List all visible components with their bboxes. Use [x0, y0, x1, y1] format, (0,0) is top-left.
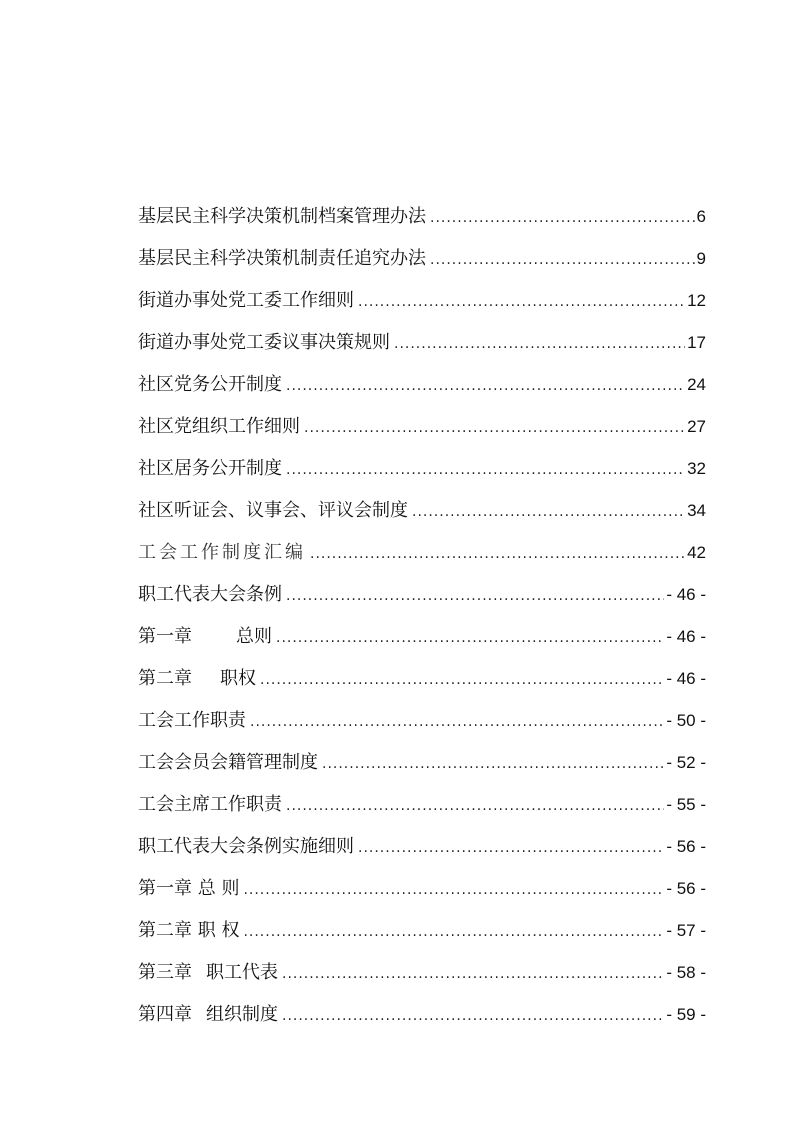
toc-entry-19[interactable]	[138, 952, 706, 994]
toc-entry-title	[138, 952, 278, 994]
toc-entry-title	[138, 994, 278, 1036]
toc-entry-title: 街道办事处党工委议事决策规则	[138, 332, 390, 353]
dot-leader	[430, 197, 695, 239]
toc-entry-page: - 57 -	[666, 921, 706, 940]
toc-entry-title: 工会工作职责	[138, 710, 246, 731]
dot-leader	[322, 743, 664, 785]
toc-entry-page: - 59 -	[666, 1005, 706, 1024]
chapter-number: 第三章	[138, 962, 192, 983]
chapter-number: 第二章	[138, 668, 192, 689]
toc-entry-title: 第一章 总 则	[138, 878, 240, 899]
toc-entry-page: - 55 -	[666, 795, 706, 814]
toc-entry-page: - 56 -	[666, 879, 706, 898]
dot-leader	[430, 239, 695, 281]
toc-entry-page: 32	[687, 459, 706, 478]
toc-entry-20[interactable]	[138, 994, 706, 1036]
toc-entry-page: 27	[687, 417, 706, 436]
toc-entry-page: - 56 -	[666, 837, 706, 856]
chapter-number: 第四章	[138, 1004, 192, 1025]
toc-entry-title: 社区听证会、议事会、评议会制度	[138, 500, 408, 521]
toc-entry-9[interactable]	[138, 532, 706, 574]
toc-entry-10[interactable]	[138, 574, 706, 616]
dot-leader	[358, 827, 664, 869]
dot-leader	[282, 995, 664, 1037]
toc-entry-18[interactable]	[138, 910, 706, 952]
toc-entry-5[interactable]	[138, 364, 706, 406]
toc-entry-14[interactable]	[138, 742, 706, 784]
toc-entry-page: 17	[687, 333, 706, 352]
toc-entry-title: 工会工作制度汇编	[138, 542, 306, 563]
toc-entry-page: - 58 -	[666, 963, 706, 982]
toc-entry-title: 职工代表大会条例	[138, 584, 282, 605]
toc-entry-page: - 46 -	[666, 669, 706, 688]
toc-entry-page: - 50 -	[666, 711, 706, 730]
toc-entry-title: 职工代表大会条例实施细则	[138, 836, 354, 857]
toc-entry-page: 9	[696, 249, 706, 268]
toc-entry-6[interactable]	[138, 406, 706, 448]
dot-leader	[260, 659, 664, 701]
toc-entry-page: 24	[687, 375, 706, 394]
toc-entry-title: 基层民主科学决策机制档案管理办法	[138, 206, 426, 227]
toc-entry-page: 6	[696, 207, 706, 226]
toc-entry-page: 42	[687, 543, 706, 562]
toc-entry-15[interactable]	[138, 784, 706, 826]
toc-entry-7[interactable]	[138, 448, 706, 490]
dot-leader	[412, 491, 685, 533]
toc-entry-page: 34	[687, 501, 706, 520]
toc-entry-title	[138, 658, 256, 700]
toc-entry-page: - 52 -	[666, 753, 706, 772]
dot-leader	[243, 869, 664, 911]
dot-leader	[276, 617, 664, 659]
dot-leader	[286, 365, 685, 407]
chapter-name: 总则	[236, 626, 272, 647]
chapter-name: 职权	[220, 668, 256, 689]
toc-entry-title: 社区居务公开制度	[138, 458, 282, 479]
dot-leader	[243, 911, 664, 953]
toc-entry-16[interactable]	[138, 826, 706, 868]
toc-entry-title: 街道办事处党工委工作细则	[138, 290, 354, 311]
toc-entry-title: 社区党组织工作细则	[138, 416, 300, 437]
table-of-contents	[138, 196, 706, 1036]
toc-entry-12[interactable]	[138, 658, 706, 700]
toc-entry-title: 社区党务公开制度	[138, 374, 282, 395]
dot-leader	[394, 323, 685, 365]
toc-entry-page: 12	[687, 291, 706, 310]
dot-leader	[310, 533, 685, 575]
dot-leader	[304, 407, 685, 449]
toc-entry-title: 工会会员会籍管理制度	[138, 752, 318, 773]
chapter-name: 组织制度	[206, 1004, 278, 1025]
dot-leader	[286, 449, 685, 491]
dot-leader	[282, 953, 664, 995]
toc-entry-2[interactable]	[138, 238, 706, 280]
toc-entry-11[interactable]	[138, 616, 706, 658]
chapter-number: 第一章	[138, 626, 192, 647]
toc-entry-title: 工会主席工作职责	[138, 794, 282, 815]
toc-entry-page: - 46 -	[666, 585, 706, 604]
chapter-name: 职工代表	[206, 962, 278, 983]
toc-entry-title: 第二章 职 权	[138, 920, 240, 941]
toc-entry-8[interactable]	[138, 490, 706, 532]
toc-entry-title	[138, 616, 272, 658]
toc-entry-title: 基层民主科学决策机制责任追究办法	[138, 248, 426, 269]
dot-leader	[286, 575, 664, 617]
dot-leader	[286, 785, 664, 827]
toc-entry-4[interactable]	[138, 322, 706, 364]
toc-entry-page: - 46 -	[666, 627, 706, 646]
toc-entry-1[interactable]	[138, 196, 706, 238]
dot-leader	[250, 701, 664, 743]
toc-entry-13[interactable]	[138, 700, 706, 742]
toc-entry-3[interactable]	[138, 280, 706, 322]
dot-leader	[358, 281, 685, 323]
toc-entry-17[interactable]	[138, 868, 706, 910]
